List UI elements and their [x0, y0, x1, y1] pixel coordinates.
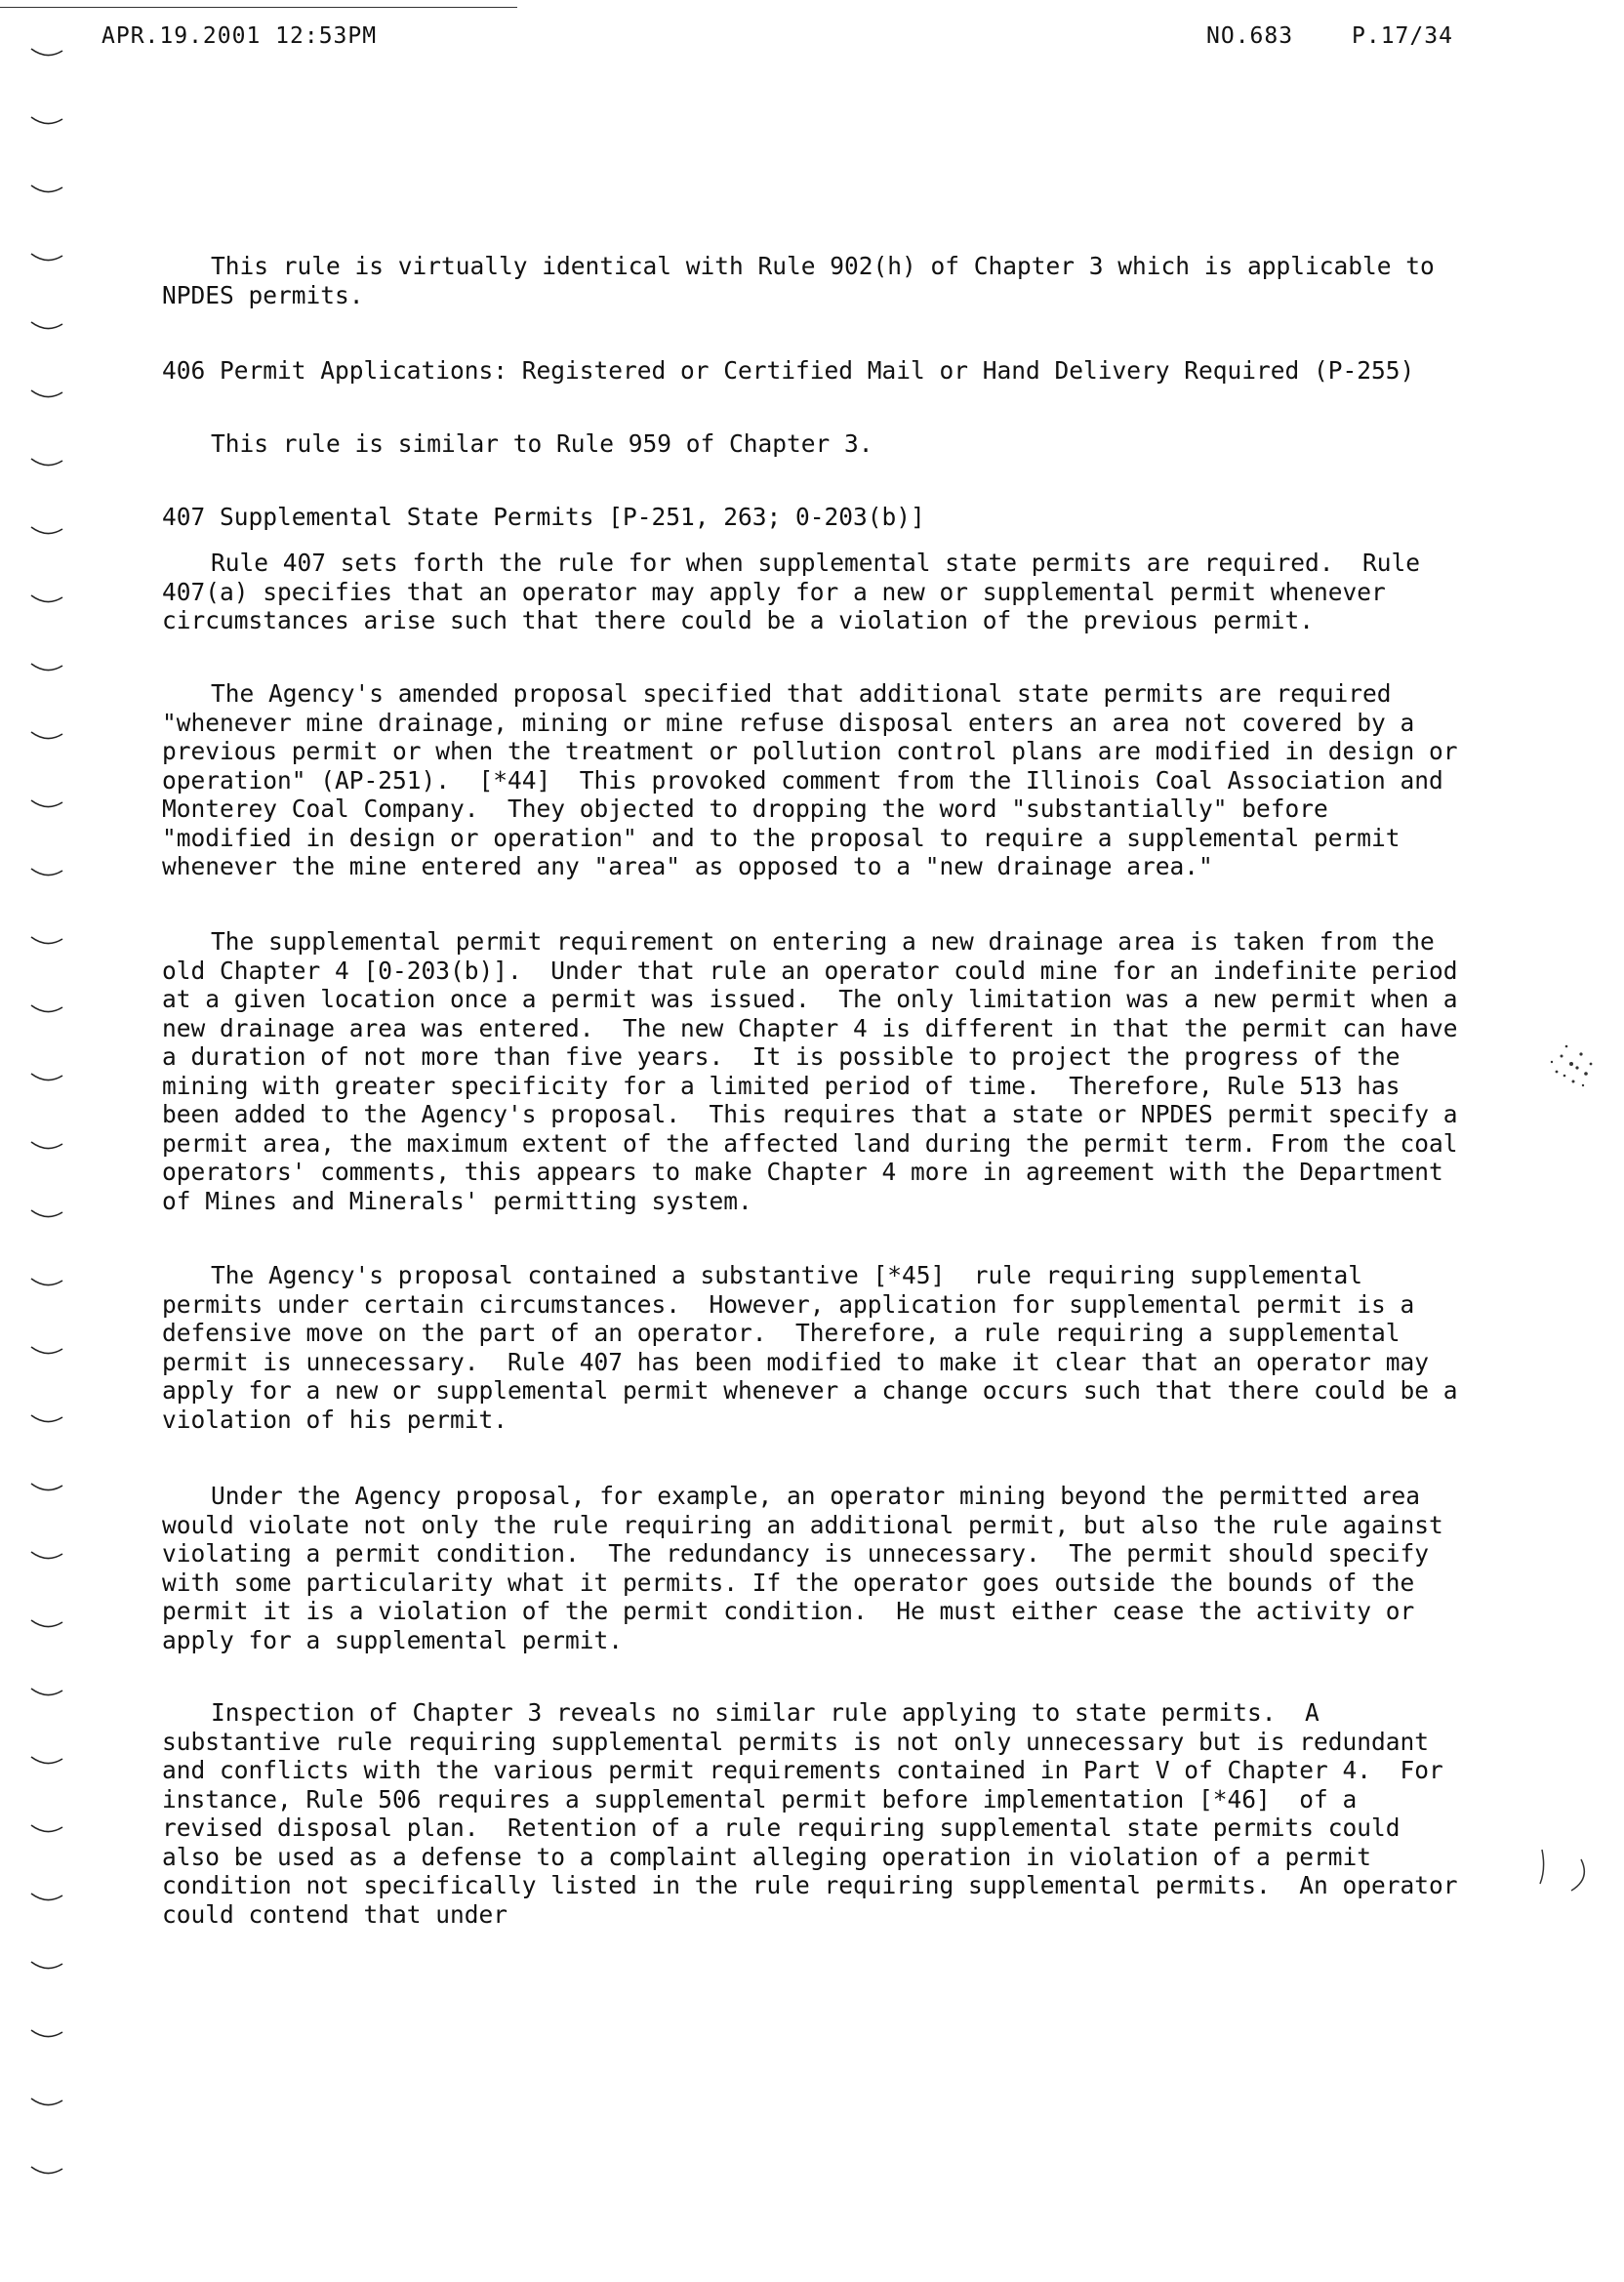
- paragraph: Under the Agency proposal, for example, an operator mining beyond the permitted area would violate not only the rule requiring an additional permit, but also the rule against violating a permit condition. The redundancy is unnecessary. The permit should specify with some particularity what it permits. If the operator goes outside the bounds of the permit it is a violation of the permit condition. He must either cease the activity or apply for a supplemental permit.: [162, 1482, 1458, 1654]
- scan-smudge: [1532, 1025, 1610, 1103]
- paragraph: This rule is similar to Rule 959 of Chapter 3.: [211, 429, 873, 458]
- paragraph: This rule is virtually identical with Rule 902(h) of Chapter 3 which is applicable to NPDES permits.: [162, 252, 1449, 309]
- section-heading-406: 406 Permit Applications: Registered or Certified Mail or Hand Delivery Required (P-255): [162, 356, 1415, 385]
- fax-page-number: P.17/34: [1352, 23, 1453, 49]
- section-406: [162, 356, 1470, 386]
- top-rule: [0, 7, 517, 8]
- paragraph: The Agency's proposal contained a substantive [*45] rule requiring supplemental permits under certain circumstances. However, application for supplemental permit is a defensive move on the part of an operator. Therefore, a rule requiring a supplemental permit is unnecessary. Rule 407 has been modified to make it clear that an operator may apply for a new or supplemental permit whenever a change occurs such that there could be a violation of his permit.: [162, 1261, 1473, 1434]
- section-407-body: [162, 1698, 1473, 1929]
- document-body: [162, 252, 1470, 309]
- fax-number: NO.683: [1206, 23, 1294, 49]
- section-407: [162, 503, 1470, 532]
- fax-datetime: APR.19.2001 12:53PM: [102, 23, 378, 49]
- section-407-body: [162, 927, 1473, 1215]
- section-407-body: [162, 549, 1470, 635]
- section-407-body: [162, 1261, 1473, 1434]
- paragraph: Rule 407 sets forth the rule for when supplemental state permits are required. Rule 407(a) specifies that an operator may apply for a new or supplemental permit whenever circumstances arise such that there could be a violation of the previous permit.: [162, 549, 1435, 634]
- scan-smudge: [1532, 1840, 1601, 1898]
- section-407-body: [162, 1482, 1470, 1654]
- paragraph: Inspection of Chapter 3 reveals no similar rule applying to state permits. A substantive rule requiring supplemental permits is not only unnecessary but is redundant and conflicts with the various permit requirements contained in Part V of Chapter 4. For instance, Rule 506 requires a supplemental permit before implementation [*46] of a revised disposal plan. Retention of a rule requiring supplemental state permits could also be used as a defense to a complaint alleging operation in violation of a permit condition not specifically listed in the rule requiring supplemental permits. An operator could contend that under: [162, 1698, 1473, 1929]
- binding-marks: [29, 39, 68, 2186]
- section-406-body: [162, 429, 1470, 459]
- section-407-body: [162, 679, 1473, 881]
- section-heading-407: 407 Supplemental State Permits [P-251, 263; 0-203(b)]: [162, 503, 925, 531]
- paragraph: The supplemental permit requirement on entering a new drainage area is taken from the old Chapter 4 [0-203(b)]. Under that rule an operator could mine for an indefinite period at a given location once a permit was issued. The only limitation was a new permit when a new drainage area was entered. The new Chapter 4 is different in that the permit can have a duration of not more than five years. It is possible to project the progress of the mining with greater specificity for a limited period of time. Therefore, Rule 513 has been added to the Agency's proposal. This requires that a state or NPDES permit specify a permit area, the maximum extent of the affected land during the permit term. From the coal operators' comments, this appears to make Chapter 4 more in agreement with the Department of Mines and Minerals' permitting system.: [162, 927, 1473, 1215]
- paragraph: The Agency's amended proposal specified that additional state permits are required "whenever mine drainage, mining or mine refuse disposal enters an area not covered by a previous permit or when the treatment or pollution control plans are modified in design or operation" (AP-251). [*44] This provoked comment from the Illinois Coal Association and Monterey Coal Company. They objected to dropping the word "substantially" before "modified in design or operation" and to the proposal to require a supplemental permit whenever the mine entered any "area" as opposed to a "new drainage area.": [162, 679, 1473, 880]
